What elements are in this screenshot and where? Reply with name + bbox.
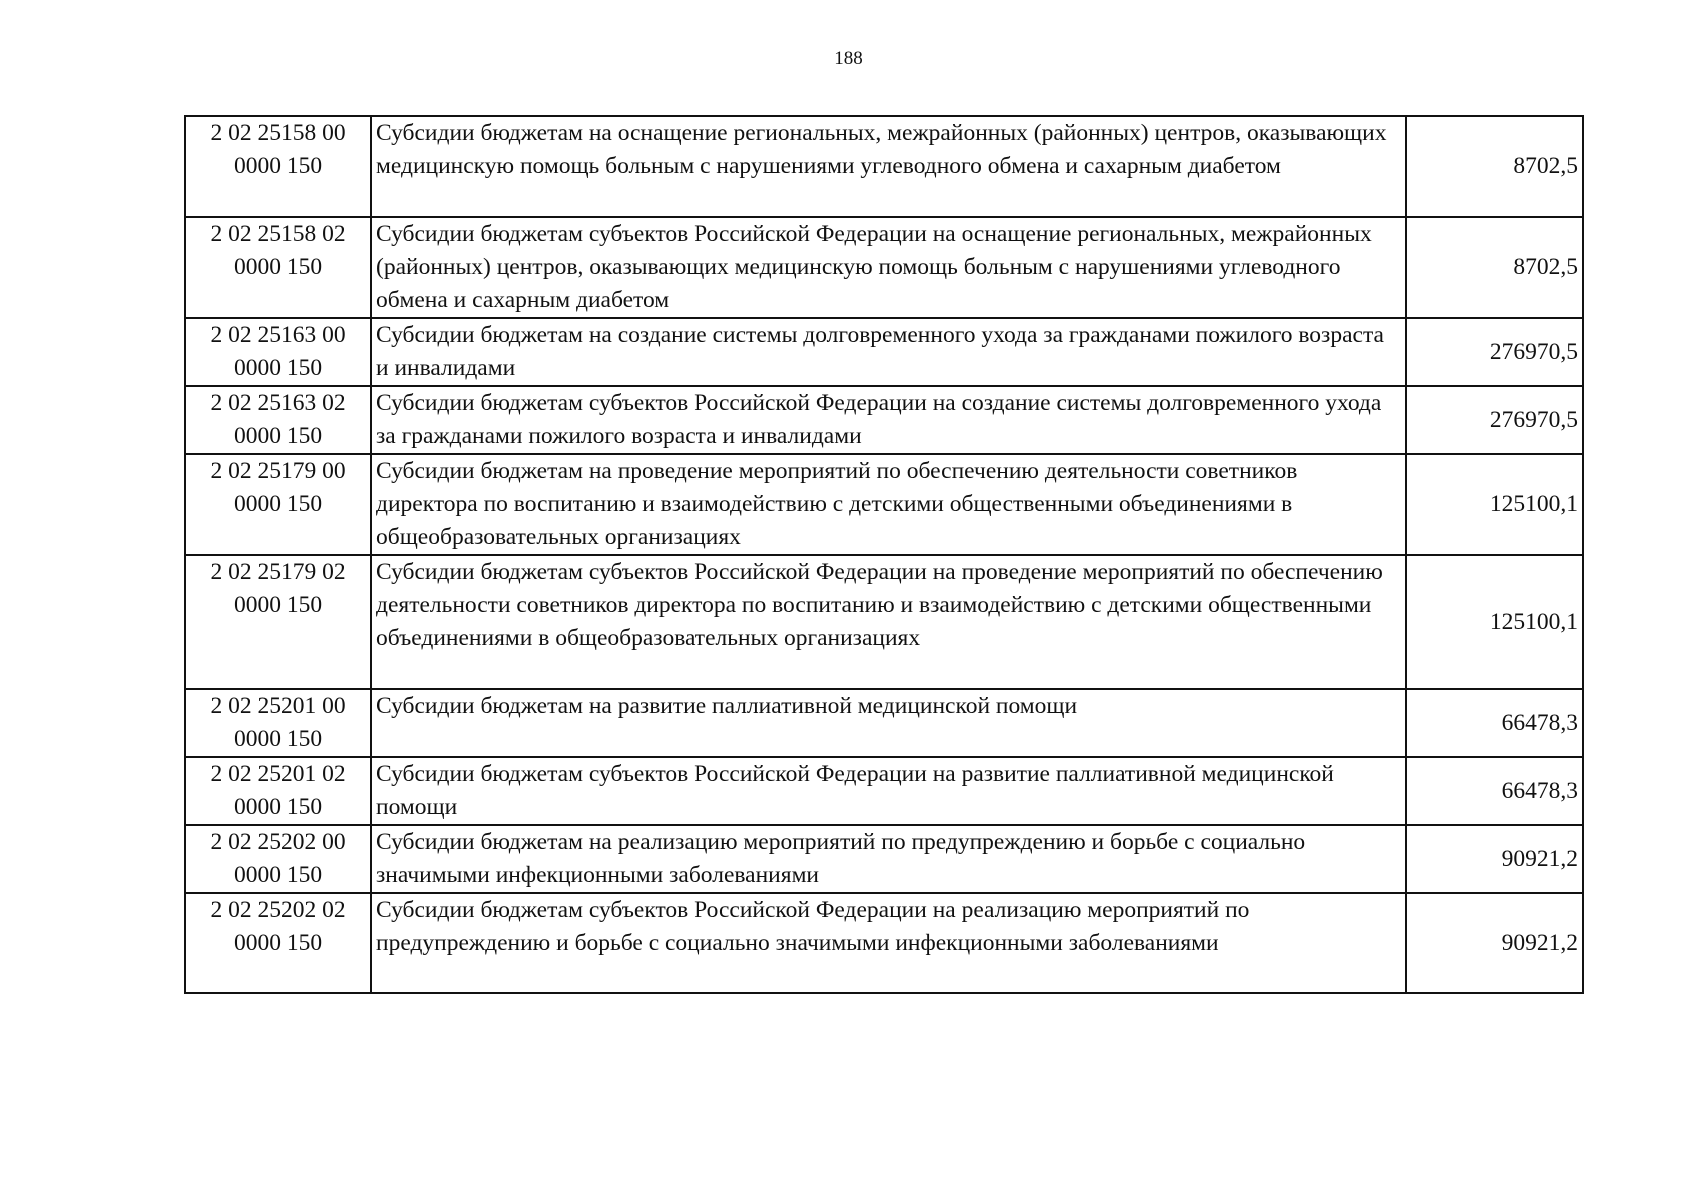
table-row [185, 116, 1583, 217]
budget-code-cell [185, 318, 371, 386]
budget-code-part2: 0000 150 [233, 862, 323, 888]
budget-code-part2: 0000 150 [233, 423, 323, 449]
revenue-name-cell: Субсидии бюджетам субъектов Российской Федерации на создание системы долговременного ухода за гражданами пожилого возраста и инвалидами [371, 386, 1406, 454]
amount-cell: 90921,2 [1406, 825, 1583, 893]
table-row [185, 318, 1583, 386]
budget-revenue-table [184, 115, 1584, 994]
budget-code-part1: 2 02 25163 00 [210, 322, 346, 348]
budget-code-cell [185, 893, 371, 993]
revenue-name-cell: Субсидии бюджетам субъектов Российской Федерации на оснащение региональных, межрайонных (районных) центров, оказывающих медицинскую помощь больным с нарушениями углеводного обмена и сахарным диабетом [371, 217, 1406, 318]
budget-code-part1: 2 02 25179 00 [210, 458, 346, 484]
budget-code-cell [185, 116, 371, 217]
page-number: 188 [834, 48, 863, 69]
revenue-name-cell: Субсидии бюджетам субъектов Российской Федерации на реализацию мероприятий по предупреждению и борьбе с социально значимыми инфекционными заболеваниями [371, 893, 1406, 993]
budget-code-part1: 2 02 25202 02 [210, 897, 346, 923]
budget-code-part1: 2 02 25202 00 [210, 829, 346, 855]
revenue-name-cell: Субсидии бюджетам на проведение мероприятий по обеспечению деятельности советников директора по воспитанию и взаимодействию с детскими общественными объединениями в общеобразовательных организациях [371, 454, 1406, 555]
revenue-name-cell: Субсидии бюджетам на оснащение региональных, межрайонных (районных) центров, оказывающих медицинскую помощь больным с нарушениями углеводного обмена и сахарным диабетом [371, 116, 1406, 217]
budget-code-part2: 0000 150 [233, 491, 323, 517]
budget-code-part1: 2 02 25158 00 [210, 120, 346, 146]
table-row [185, 689, 1583, 757]
budget-code-cell [185, 555, 371, 689]
budget-code-part1: 2 02 25179 02 [210, 559, 346, 585]
amount-cell: 276970,5 [1406, 318, 1583, 386]
amount-cell: 90921,2 [1406, 893, 1583, 993]
budget-code-cell [185, 386, 371, 454]
amount-cell: 125100,1 [1406, 555, 1583, 689]
revenue-name-cell: Субсидии бюджетам на создание системы долговременного ухода за гражданами пожилого возраста и инвалидами [371, 318, 1406, 386]
budget-code-part1: 2 02 25201 02 [210, 761, 346, 787]
budget-code-part2: 0000 150 [233, 254, 323, 280]
revenue-name-cell: Субсидии бюджетам на реализацию мероприятий по предупреждению и борьбе с социально значимыми инфекционными заболеваниями [371, 825, 1406, 893]
budget-code-part2: 0000 150 [233, 726, 323, 752]
budget-code-part2: 0000 150 [233, 355, 323, 381]
table-row [185, 555, 1583, 689]
budget-code-part2: 0000 150 [233, 794, 323, 820]
revenue-name-cell: Субсидии бюджетам субъектов Российской Федерации на развитие паллиативной медицинской помощи [371, 757, 1406, 825]
revenue-name-cell: Субсидии бюджетам на развитие паллиативной медицинской помощи [371, 689, 1406, 757]
budget-code-cell [185, 689, 371, 757]
budget-code-part1: 2 02 25158 02 [210, 221, 346, 247]
budget-code-part2: 0000 150 [233, 930, 323, 956]
table-row [185, 217, 1583, 318]
amount-cell: 66478,3 [1406, 689, 1583, 757]
budget-code-part2: 0000 150 [233, 592, 323, 618]
amount-cell: 66478,3 [1406, 757, 1583, 825]
budget-code-cell [185, 217, 371, 318]
table-row [185, 454, 1583, 555]
amount-cell: 276970,5 [1406, 386, 1583, 454]
budget-code-cell [185, 825, 371, 893]
amount-cell: 8702,5 [1406, 116, 1583, 217]
revenue-name-cell: Субсидии бюджетам субъектов Российской Федерации на проведение мероприятий по обеспечению деятельности советников директора по воспитанию и взаимодействию с детскими общественными объединениями в общеобразовательных организациях [371, 555, 1406, 689]
table-row [185, 386, 1583, 454]
budget-code-cell [185, 454, 371, 555]
budget-code-cell [185, 757, 371, 825]
table-row [185, 757, 1583, 825]
table-row [185, 825, 1583, 893]
budget-code-part1: 2 02 25163 02 [210, 390, 346, 416]
budget-code-part1: 2 02 25201 00 [210, 693, 346, 719]
amount-cell: 125100,1 [1406, 454, 1583, 555]
table-row [185, 893, 1583, 993]
budget-code-part2: 0000 150 [233, 153, 323, 179]
amount-cell: 8702,5 [1406, 217, 1583, 318]
